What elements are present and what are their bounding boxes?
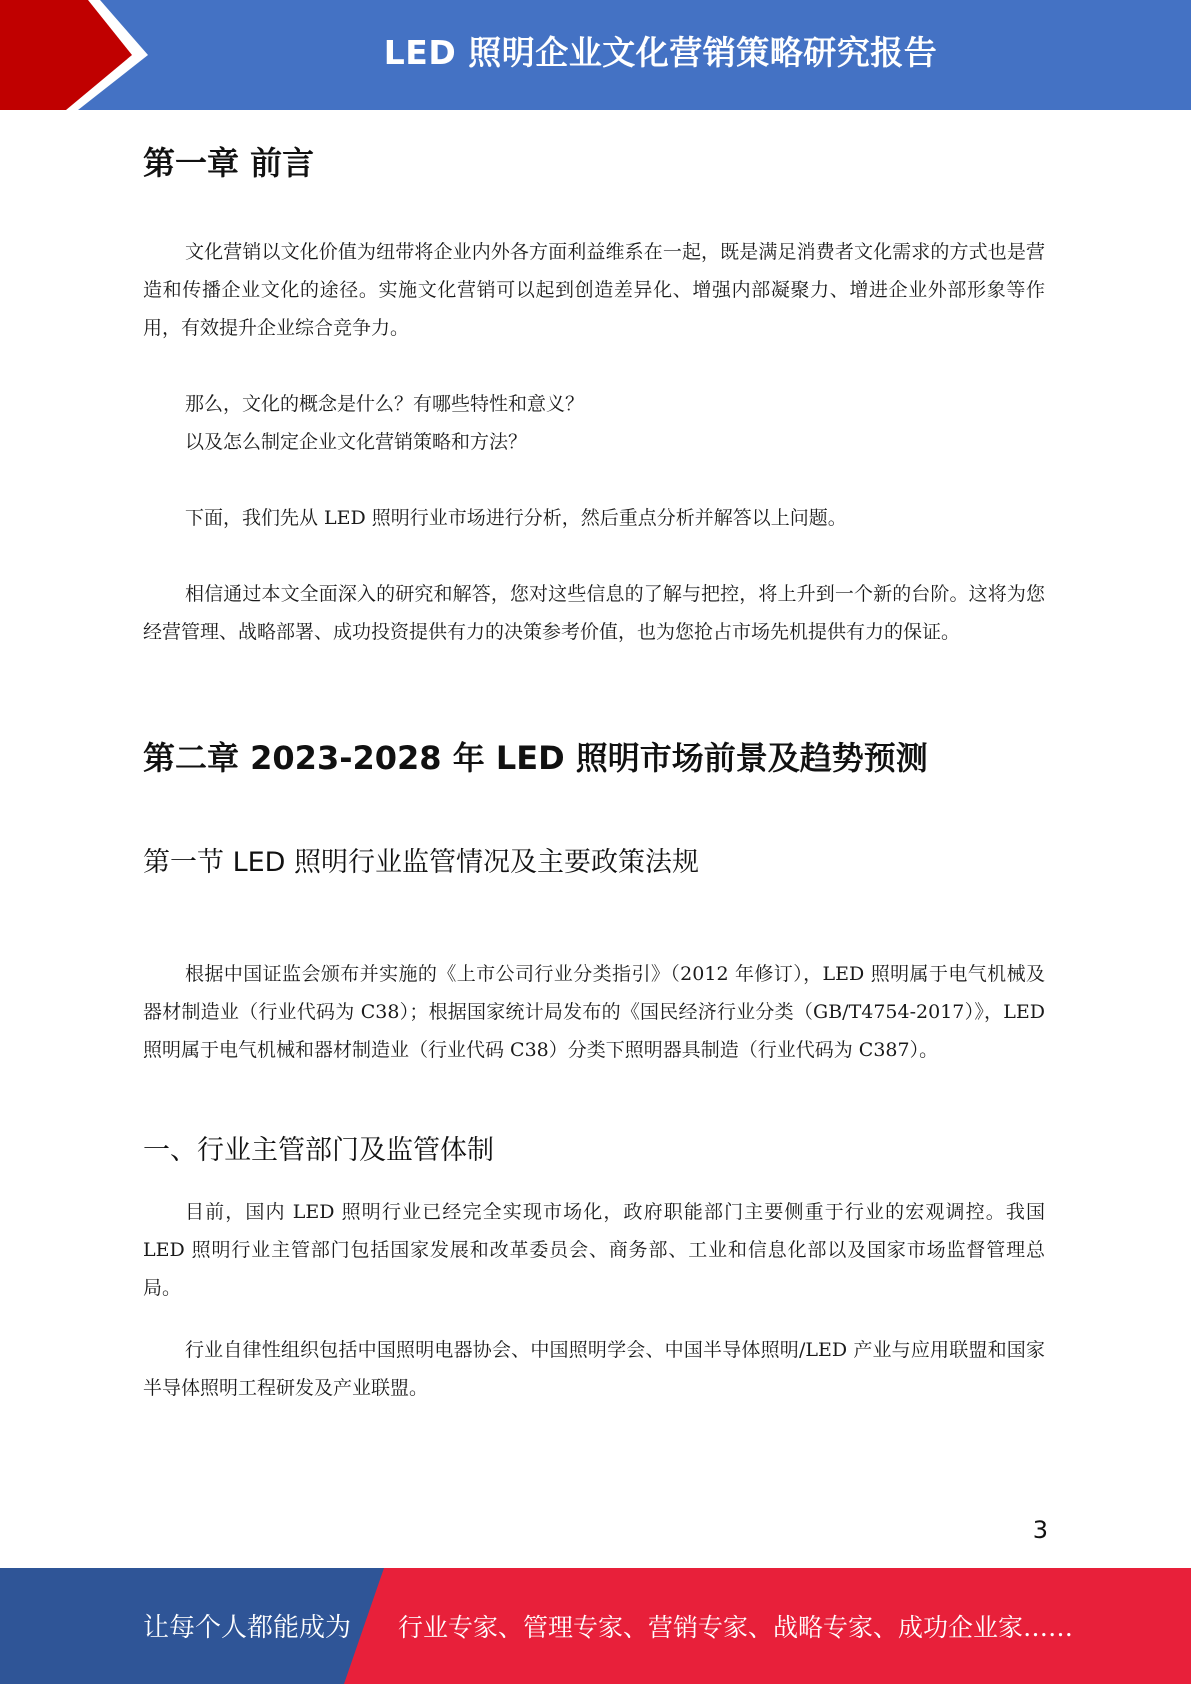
header-banner [0, 0, 1191, 110]
subsection1-heading: 一、行业主管部门及监管体制 [143, 1135, 494, 1166]
chapter2-heading: 第二章 2023-2028 年 LED 照明市场前景及趋势预测 [143, 739, 928, 777]
footer-slogan-left: 让每个人都能成为 [143, 1613, 352, 1643]
section1-heading: 第一节 LED 照明行业监管情况及主要政策法规 [143, 847, 700, 878]
chapter1-question-2: 以及怎么制定企业文化营销策略和方法？ [185, 431, 528, 453]
chapter1-paragraph-4: 相信通过本文全面深入的研究和解答，您对这些信息的了解与把控，将上升到一个新的台阶。这将为您经营管理、战略部署、成功投资提供有力的决策参考价值，也为您抢占市场先机提供有力的保证。 [143, 583, 1045, 643]
chapter1-heading: 第一章 前言 [143, 144, 315, 182]
chapter1-question-1: 那么，文化的概念是什么？有哪些特性和意义？ [185, 393, 585, 415]
footer-slogan-right: 行业专家、管理专家、营销专家、战略专家、成功企业家…… [398, 1613, 1074, 1642]
page-number: 3 [1032, 1516, 1048, 1544]
footer-banner [0, 1568, 1191, 1684]
subsection1-paragraph-2: 行业自律性组织包括中国照明电器协会、中国照明学会、中国半导体照明/LED 产业与应用联盟和国家半导体照明工程研发及产业联盟。 [143, 1339, 1045, 1399]
report-title: LED 照明企业文化营销策略研究报告 [383, 33, 938, 72]
chapter1-paragraph-1: 文化营销以文化价值为纽带将企业内外各方面利益维系在一起，既是满足消费者文化需求的方式也是营造和传播企业文化的途径。实施文化营销可以起到创造差异化、增强内部凝聚力、增进企业外部形象等作用，有效提升企业综合竞争力。 [143, 241, 1045, 339]
chapter1-paragraph-3: 下面，我们先从 LED 照明行业市场进行分析，然后重点分析并解答以上问题。 [185, 507, 847, 529]
subsection1-paragraph-1: 目前，国内 LED 照明行业已经完全实现市场化，政府职能部门主要侧重于行业的宏观调控。我国 LED 照明行业主管部门包括国家发展和改革委员会、商务部、工业和信息化部以及国家市场监督管理总局。 [143, 1201, 1045, 1299]
section1-paragraph: 根据中国证监会颁布并实施的《上市公司行业分类指引》（2012 年修订），LED 照明属于电气机械及器材制造业（行业代码为 C38）；根据国家统计局发布的《国民经济行业分类（GB/T4754-2017）》，LED 照明属于电气机械和器材制造业（行业代码 C38）分类下照明器具制造（行业代码为 C387）。 [143, 963, 1045, 1061]
